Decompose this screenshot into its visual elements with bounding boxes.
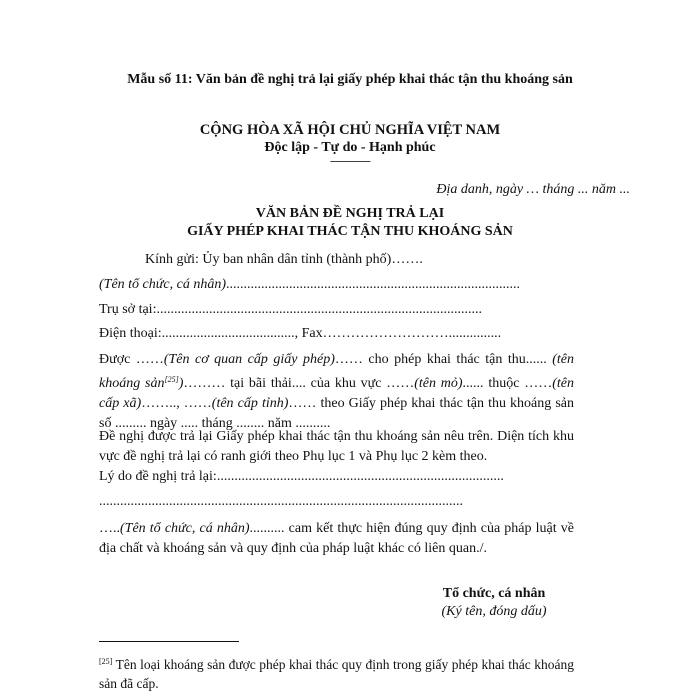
para3-text-2: .......... cam kết thực hiện đúng quy định của pháp luật về địa chất và khoáng sản và quy định của pháp luật khác có liên quan./. (99, 521, 574, 556)
doc-title-line1: VĂN BẢN ĐỀ NGHỊ TRẢ LẠI (255, 206, 445, 221)
phone-label: Điện thoại: (99, 326, 162, 341)
reason-field (99, 469, 504, 485)
para1-text-5: …….., …… (141, 396, 212, 411)
recipient: Kính gửi: Ủy ban nhân dân tỉnh (thành phố)……. (145, 252, 423, 267)
motto-rule: --------------- (330, 155, 370, 167)
org-label: (Tên tổ chức, cá nhân) (99, 277, 226, 292)
phone-field (99, 326, 501, 342)
office-dots: ............................................................................................. (156, 302, 482, 317)
para1-text-1: Được …… (99, 352, 164, 367)
reason-blank-line: ........................................................................................................ (99, 494, 463, 509)
para1-text-2: …… cho phép khai thác tận thu...... (334, 352, 553, 367)
signature-note: (Ký tên, đóng dấu) (441, 604, 547, 619)
place-date: Địa danh, ngày … tháng ... năm ... (436, 182, 630, 197)
org-field (99, 277, 520, 293)
para1-mine: (tên mỏ) (414, 376, 463, 391)
phone-dots: ......................................, Fax………………………............... (161, 326, 502, 341)
motto: Độc lập - Tự do - Hạnh phúc (264, 140, 436, 155)
footnote-text: Tên loại khoáng sản được phép khai thác quy định trong giấy phép khai thác khoáng sản đã cấp. (99, 657, 574, 691)
para1-mineral-close: ) (178, 376, 184, 391)
para1-commune: (tên cấp xã) (99, 376, 574, 411)
footnote-ref: [25] (164, 375, 179, 384)
footnote-number: [25] (99, 657, 113, 666)
para1-text-6: …… theo Giấy phép khai thác tận thu khoáng sản số ......... ngày ..... tháng ........ năm .......... (99, 396, 575, 431)
office-field (99, 302, 482, 318)
para3-text-1: ….. (99, 521, 120, 536)
doc-title-line2: GIẤY PHÉP KHAI THÁC TẬN THU KHOÁNG SẢN (187, 224, 513, 239)
para1-text-3: ……… tại bãi thải.... của khu vực …… (183, 376, 415, 391)
license-paragraph (99, 350, 574, 434)
reason-dots: .................................................................................. (216, 469, 504, 484)
office-label: Trụ sở tại: (99, 302, 157, 317)
country-name: CỘNG HÒA XÃ HỘI CHỦ NGHĨA VIỆT NAM (199, 122, 501, 138)
reason-label: Lý do đề nghị trả lại: (99, 469, 217, 484)
para1-mineral: (tên khoáng sản (99, 352, 575, 391)
para3-org: (Tên tổ chức, cá nhân) (120, 521, 250, 536)
para1-text-4: ...... thuộc …… (462, 376, 553, 391)
para1-province: (tên cấp tỉnh) (211, 396, 289, 411)
commitment-paragraph (99, 519, 574, 559)
footnote-divider (99, 641, 239, 642)
form-title: Mẫu số 11: Văn bản đề nghị trả lại giấy phép khai thác tận thu khoáng sản (127, 72, 573, 87)
org-dots: .................................................................................... (226, 277, 520, 292)
footnote (99, 652, 574, 693)
para1-issuer: (Tên cơ quan cấp giấy phép) (163, 352, 335, 367)
signature-title: Tổ chức, cá nhân (442, 586, 546, 601)
request-paragraph: Đề nghị được trả lại Giấy phép khai thác tận thu khoáng sản nêu trên. Diện tích khu vực đề nghị trả lại có ranh giới theo Phụ lục 1 và Phụ lục 2 kèm theo. (99, 429, 574, 464)
